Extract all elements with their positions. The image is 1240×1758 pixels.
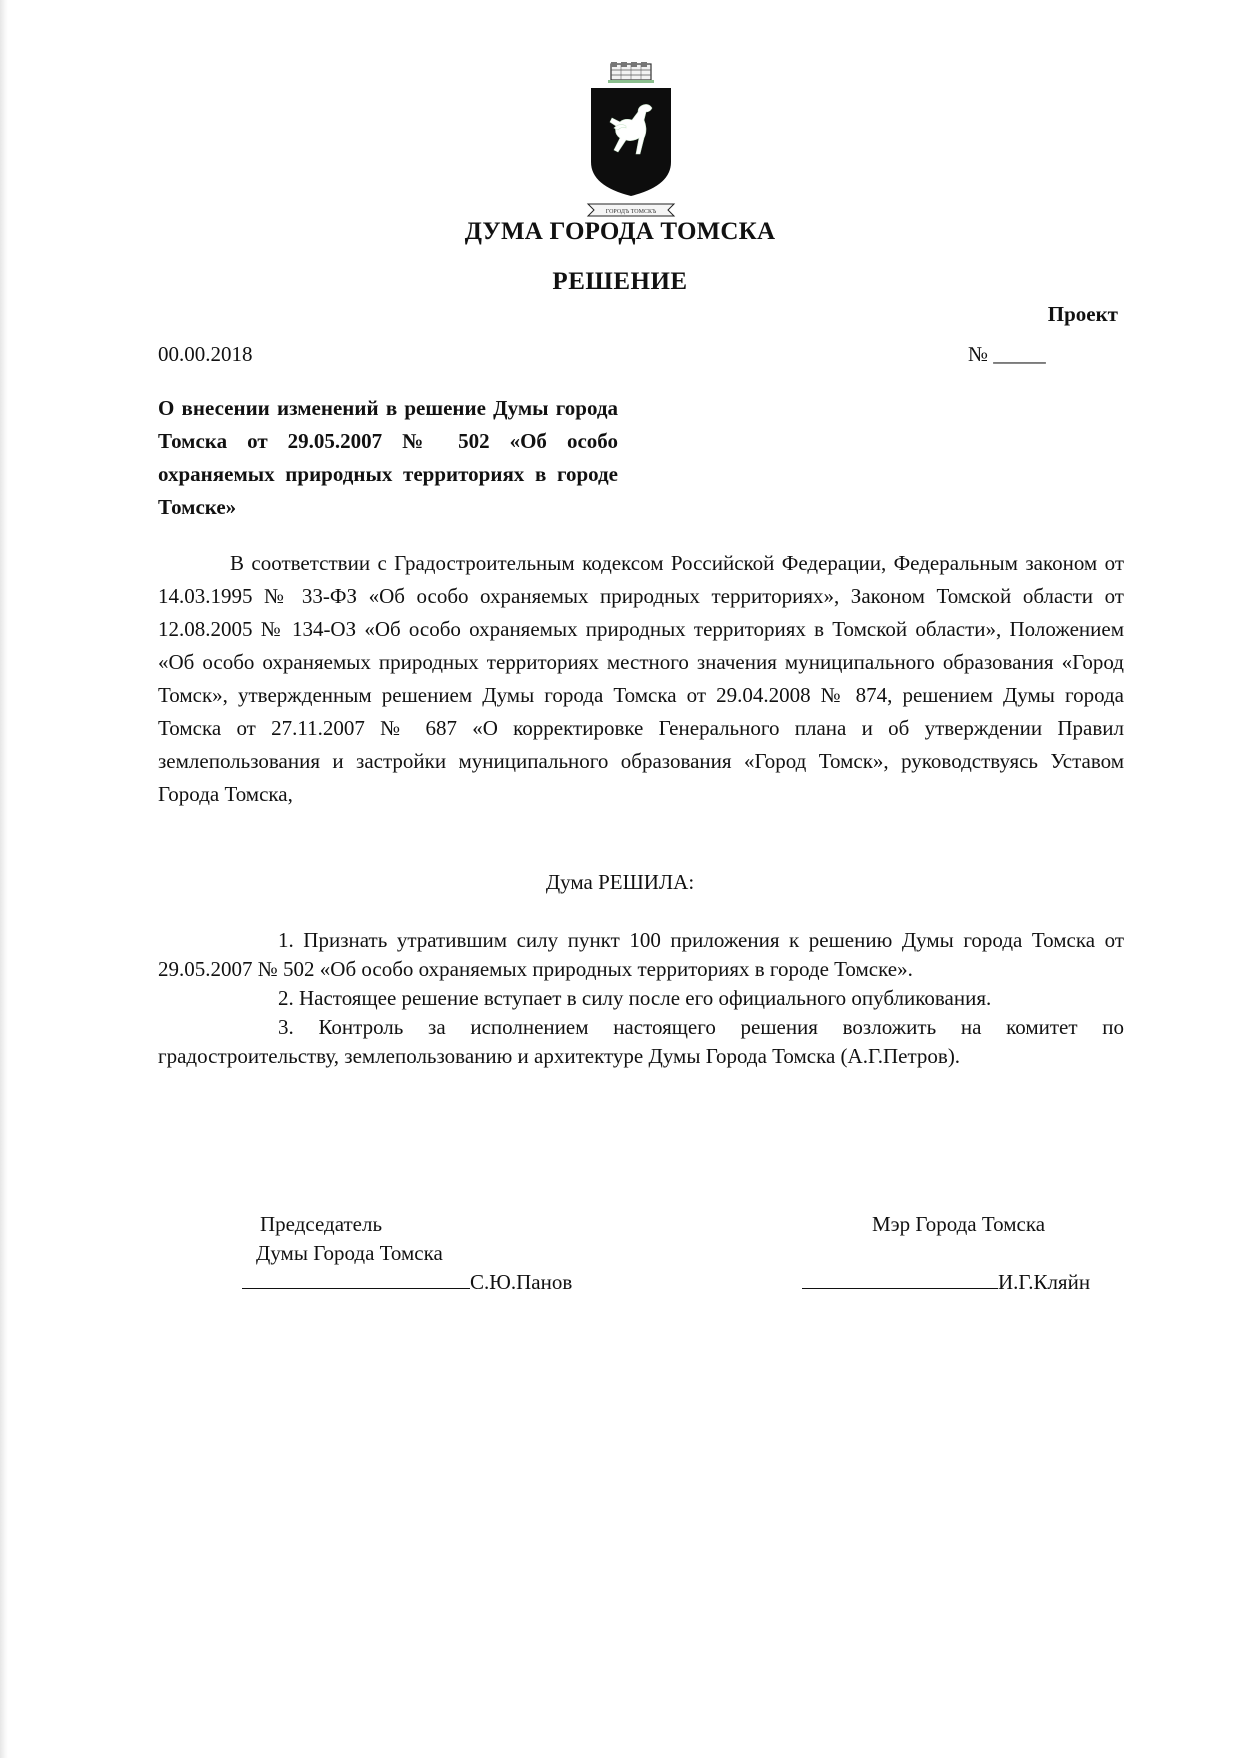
document-subject: О внесении изменений в решение Думы города Томска от 29.05.2007 № 502 «Об особо охраняемых природных территориях в городе Томске» [158, 396, 618, 519]
coat-of-arms-horse-icon [586, 62, 676, 222]
draft-label: Проект [1047, 302, 1118, 326]
chairman-organization: Думы Города Томска [256, 1241, 443, 1265]
resolved-heading: Дума РЕШИЛА: [545, 870, 695, 894]
mayor-title: Мэр Города Томска [872, 1212, 1046, 1236]
preamble-paragraph: В соответствии с Градостроительным кодексом Российской Федерации, Федеральным законом от 14.03.1995 № 33-ФЗ «Об особо охраняемых природных территориях», Законом Томской области от 12.08.2005 № 134-ОЗ «Об особо охраняемых природных территориях в Томской области», Положением «Об особо охраняемых природных территориях местного значения муниципального образования «Город Томск», утвержденным решением Думы города Томска от 29.04.2008 № 874, решением Думы города Томска от 27.11.2007 № 687 «О корректировке Генерального плана и об утверждении Правил землепользования и застройки муниципального образования «Город Томск», руководствуясь Уставом Города Томска, [158, 551, 1124, 806]
svg-text:ГОРОДЪ ТОМСКЪ: ГОРОДЪ ТОМСКЪ [605, 209, 657, 215]
crest-ribbon [588, 204, 674, 216]
mayor-name: И.Г.Кляйн [998, 1270, 1091, 1294]
decision-item: 2. Настоящее решение вступает в силу после его официального опубликования. [278, 986, 992, 1010]
chairman-title: Председатель [260, 1212, 383, 1236]
decisions-list [158, 926, 1124, 1071]
crown-icon [608, 62, 654, 83]
signature-blank [802, 1268, 998, 1289]
chairman-signature-line [242, 1268, 572, 1297]
shield-icon [591, 88, 671, 196]
organization-title: ДУМА ГОРОДА ТОМСКА [464, 218, 776, 245]
decision-item: 3. Контроль за исполнением настоящего решения возложить на комитет по градостроительству, землепользованию и архитектуре Думы Города Томска (А.Г.Петров). [158, 1015, 1124, 1068]
document-type-title: РЕШЕНИЕ [552, 268, 688, 295]
document-date: 00.00.2018 [158, 342, 253, 366]
chairman-name: С.Ю.Панов [470, 1270, 573, 1294]
document-number: № _____ [968, 342, 1046, 366]
decision-item: 1. Признать утратившим силу пункт 100 приложения к решению Думы города Томска от 29.05.2007 № 502 «Об особо охраняемых природных территориях в городе Томске». [158, 928, 1124, 981]
signature-blank [242, 1268, 470, 1289]
mayor-signature-line [802, 1268, 1090, 1297]
